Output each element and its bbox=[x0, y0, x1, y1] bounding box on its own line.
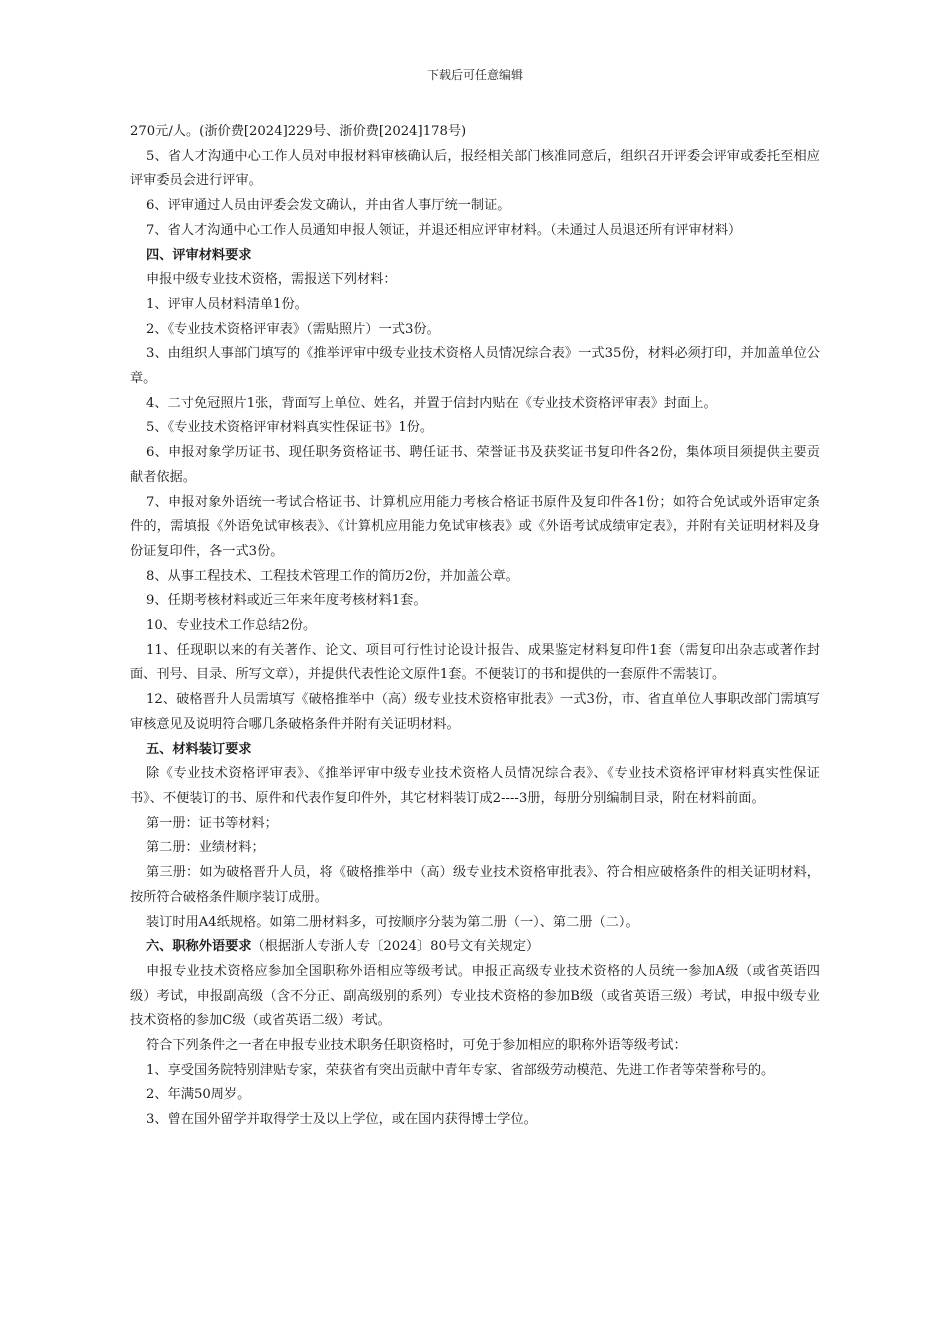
body-paragraph: 1、享受国务院特别津贴专家，荣获省有突出贡献中青年专家、省部级劳动模范、先进工作者等荣誉称号的。 bbox=[146, 1062, 775, 1078]
body-paragraph: 270元/人。(浙价费[2024]229号、浙价费[2024]178号) bbox=[130, 124, 467, 139]
body-paragraph: 12、破格晋升人员需填写《破格推举中（高）级专业技术资格审批表》一式3份，市、省直单位人事职改部门需填写审核意见及说明符合哪几条破格条件并附有关证明材料。 bbox=[130, 692, 820, 732]
body-paragraph: 7、申报对象外语统一考试合格证书、计算机应用能力考核合格证书原件及复印件各1份；如符合免试或外语审定条件的，需填报《外语免试审核表》、《计算机应用能力免试审核表》或《外语考试成绩审定表》，并附有关证明材料及身份证复印件，各一式3份。 bbox=[130, 494, 820, 559]
section-heading bbox=[130, 935, 820, 960]
body-paragraph: 2、《专业技术资格评审表》（需贴照片）一式3份。 bbox=[146, 321, 440, 337]
section-heading-note: （根据浙人专浙人专〔2024〕80号文有关规定） bbox=[251, 939, 540, 955]
body-paragraph: 符合下列条件之一者在申报专业技术职务任职资格时，可免于参加相应的职称外语等级考试： bbox=[146, 1038, 687, 1054]
body-paragraph: 5、省人才沟通中心工作人员对申报材料审核确认后，报经相关部门核准同意后，组织召开评委会评审或委托至相应评审委员会进行评审。 bbox=[130, 148, 820, 189]
body-paragraph: 4、二寸免冠照片1张，背面写上单位、姓名，并置于信封内贴在《专业技术资格评审表》封面上。 bbox=[146, 395, 717, 411]
section-heading-title: 五、材料装订要求 bbox=[146, 741, 252, 757]
section-heading-title: 六、职称外语要求 bbox=[146, 939, 252, 955]
body-paragraph: 2、年满50周岁。 bbox=[146, 1087, 251, 1103]
body-paragraph: 第二册：业绩材料； bbox=[146, 840, 265, 856]
body-paragraph: 3、由组织人事部门填写的《推举评审中级专业技术资格人员情况综合表》一式35份，材料必须打印，并加盖单位公章。 bbox=[130, 346, 820, 387]
body-paragraph: 10、专业技术工作总结2份。 bbox=[146, 618, 317, 634]
body-paragraph: 除《专业技术资格评审表》、《推举评审中级专业技术资格人员情况综合表》、《专业技术资格评审材料真实性保证书》、不便装订的书、原件和代表作复印件外，其它材料装订成2----3册，每册分别编制目录，附在材料前面。 bbox=[130, 766, 820, 806]
body-paragraph: 8、从事工程技术、工程技术管理工作的简历2份，并加盖公章。 bbox=[146, 568, 519, 584]
body-paragraph: 9、任期考核材料或近三年来年度考核材料1套。 bbox=[146, 593, 427, 609]
body-paragraph: 6、申报对象学历证书、现任职务资格证书、聘任证书、荣誉证书及获奖证书复印件各2份，集体项目须提供主要贡献者依据。 bbox=[130, 445, 820, 485]
body-paragraph: 7、省人才沟通中心工作人员通知申报人领证，并退还相应评审材料。（未通过人员退还所有评审材料） bbox=[146, 222, 742, 238]
body-paragraph: 第三册：如为破格晋升人员，将《破格推举中（高）级专业技术资格审批表》、符合相应破格条件的相关证明材料，按所符合破格条件顺序装订成册。 bbox=[130, 865, 820, 905]
body-paragraph: 5、《专业技术资格评审材料真实性保证书》1份。 bbox=[146, 420, 434, 436]
section-heading bbox=[130, 738, 820, 763]
body-paragraph: 装订时用A4纸规格。如第二册材料多，可按顺序分装为第二册（一）、第二册（二）。 bbox=[146, 914, 639, 930]
page-header: 下载后可任意编辑 bbox=[426, 68, 523, 82]
section-heading bbox=[130, 244, 820, 269]
body-paragraph: 申报专业技术资格应参加全国职称外语相应等级考试。申报正高级专业技术资格的人员统一参加A级（或省英语四级）考试，申报副高级（含不分正、副高级别的系列）专业技术资格的参加B级（或省英语三级）考试，申报中级专业技术资格的参加C级（或省英语二级）考试。 bbox=[130, 963, 820, 1029]
document-body bbox=[130, 120, 820, 1133]
body-paragraph: 第一册：证书等材料； bbox=[146, 815, 278, 831]
section-heading-title: 四、评审材料要求 bbox=[146, 247, 252, 263]
body-paragraph: 3、曾在国外留学并取得学士及以上学位，或在国内获得博士学位。 bbox=[146, 1112, 537, 1128]
body-paragraph: 1、评审人员材料清单1份。 bbox=[146, 296, 308, 312]
body-paragraph: 申报中级专业技术资格，需报送下列材料： bbox=[146, 272, 397, 288]
body-paragraph: 6、评审通过人员由评委会发文确认，并由省人事厅统一制证。 bbox=[146, 198, 511, 214]
body-paragraph: 11、任现职以来的有关著作、论文、项目可行性讨论设计报告、成果鉴定材料复印件1套（需复印出杂志或著作封面、刊号、目录、所写文章），并提供代表性论文原件1套。不便装订的书和提供的一套原件不需装订。 bbox=[130, 642, 820, 683]
